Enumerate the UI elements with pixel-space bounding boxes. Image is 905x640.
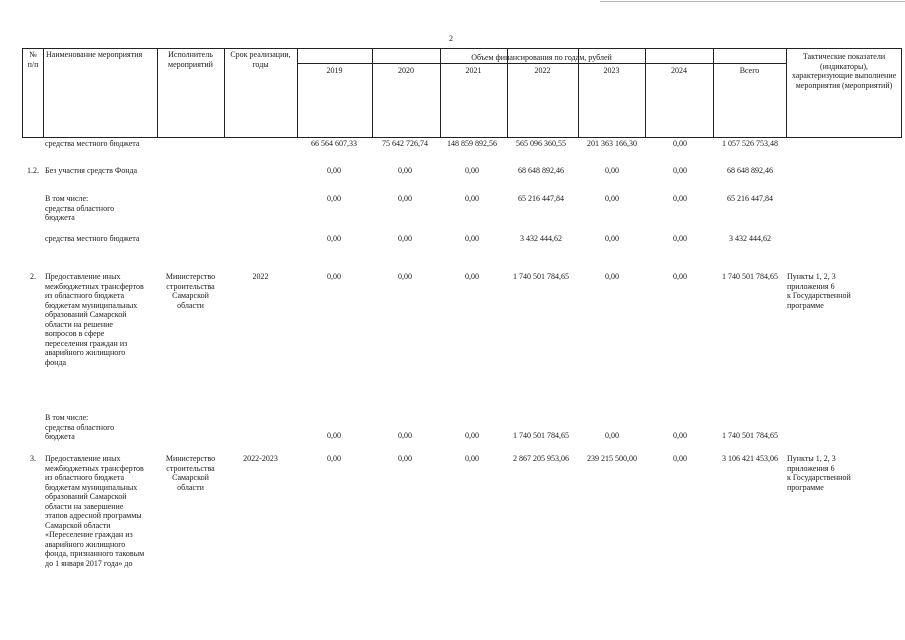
scan-edge-line [600, 1, 905, 2]
row-value-2021: 0,00 [465, 234, 479, 243]
row-value-2019: 0,00 [327, 166, 341, 175]
row-value-2020: 0,00 [398, 454, 412, 463]
row-value-2021: 0,00 [465, 272, 479, 281]
row-value-2020: 0,00 [398, 431, 412, 440]
row-executor: Министерство строительства Самарской области [165, 272, 216, 310]
row-value-2022: 65 216 447,84 [518, 194, 564, 203]
row-value-2021: 0,00 [465, 166, 479, 175]
header-col-divider [901, 48, 902, 138]
row-value-2023: 0,00 [605, 431, 619, 440]
row-name: Предоставление иных межбюджетных трансфертов из областного бюджета бюджетам муниципальных образований Самарской области на решение вопросов в сфере переселения граждан из аварийного жилищного фонда [45, 272, 144, 367]
header-top-border [22, 48, 901, 49]
header-year-2021: 2021 [465, 66, 482, 75]
row-name: средства местного бюджета [45, 234, 140, 243]
row-value-2019: 0,00 [327, 234, 341, 243]
row-value-Всего: 68 648 892,46 [727, 166, 773, 175]
row-value-2023: 239 215 500,00 [587, 454, 637, 463]
row-value-2020: 0,00 [398, 234, 412, 243]
row-value-2023: 0,00 [605, 272, 619, 281]
row-value-2024: 0,00 [673, 194, 687, 203]
header-year-2023: 2023 [603, 66, 620, 75]
row-value-2024: 0,00 [673, 166, 687, 175]
row-value-2019: 0,00 [327, 454, 341, 463]
row-value-2020: 0,00 [398, 166, 412, 175]
header-funding: Объем финансирования по годам, рублей [471, 53, 612, 62]
header-executor: Исполнитель мероприятий [168, 50, 213, 69]
row-value-Всего: 1 057 526 753,48 [722, 139, 778, 148]
row-value-2022: 2 867 205 953,06 [513, 454, 569, 463]
header-col-divider [157, 48, 158, 138]
row-value-2024: 0,00 [673, 454, 687, 463]
row-name: Без участия средств Фонда [45, 166, 138, 175]
row-value-2021: 0,00 [465, 454, 479, 463]
header-bottom-border [22, 137, 901, 138]
header-indicators: Тактические показатели (индикаторы), характеризующие выполнение мероприятия (мероприятий) [791, 52, 897, 90]
row-value-2021: 0,00 [465, 194, 479, 203]
header-year-2024: 2024 [671, 66, 687, 75]
row-name: Предоставление иных межбюджетных трансфертов из областного бюджета бюджетам муниципальных образований Самарской области на завершение этапов адресной программы Самарской области «Переселение граждан из аварийного жилищного фонда, признанного таковым до 1 января 2017 года» до [45, 454, 145, 568]
row-executor: Министерство строительства Самарской области [165, 454, 216, 492]
header-year-Всего: Всего [739, 66, 760, 75]
row-value-Всего: 3 106 421 453,06 [722, 454, 778, 463]
row-value-Всего: 65 216 447,84 [727, 194, 773, 203]
row-value-2020: 75 642 726,74 [382, 139, 428, 148]
header-year-2020: 2020 [398, 66, 414, 75]
row-value-2020: 0,00 [398, 272, 412, 281]
row-name: В том числе: средства областного бюджета [45, 413, 115, 441]
row-value-2021: 148 859 892,56 [447, 139, 497, 148]
row-value-Всего: 1 740 501 784,65 [722, 272, 778, 281]
row-value-2024: 0,00 [673, 234, 687, 243]
row-value-Всего: 1 740 501 784,65 [722, 431, 778, 440]
row-value-2022: 1 740 501 784,65 [513, 431, 569, 440]
header-col-divider [224, 48, 225, 138]
row-value-2022: 68 648 892,46 [518, 166, 564, 175]
row-period: 2022 [252, 272, 269, 281]
header-name: Наименование мероприятия [46, 50, 143, 59]
row-value-2024: 0,00 [673, 431, 687, 440]
row-value-2019: 0,00 [327, 272, 341, 281]
header-col-divider [43, 48, 44, 138]
header-col-divider [22, 48, 23, 138]
row-period: 2022-2023 [243, 454, 278, 463]
row-value-2020: 0,00 [398, 194, 412, 203]
row-value-2024: 0,00 [673, 139, 687, 148]
header-year-2019: 2019 [326, 66, 343, 75]
row-value-2023: 0,00 [605, 194, 619, 203]
row-value-2022: 565 096 360,55 [516, 139, 566, 148]
funding-subheader-line [297, 63, 786, 64]
row-value-2019: 66 564 607,33 [311, 139, 357, 148]
header-period: Срок реализации, годы [230, 50, 291, 69]
row-value-Всего: 3 432 444,62 [729, 234, 771, 243]
row-value-2022: 3 432 444,62 [520, 234, 562, 243]
row-num: 1.2. [27, 166, 39, 175]
row-indicators: Пункты 1, 2, 3 приложения 6 к Государственной программе [787, 272, 851, 310]
header-year-2022: 2022 [534, 66, 551, 75]
row-indicators: Пункты 1, 2, 3 приложения 6 к Государственной программе [787, 454, 851, 492]
row-name: В том числе: средства областного бюджета [45, 194, 115, 222]
row-value-2023: 0,00 [605, 166, 619, 175]
row-value-2019: 0,00 [327, 431, 341, 440]
row-value-2023: 201 363 166,30 [587, 139, 637, 148]
header-col-divider [786, 48, 787, 138]
header-num: № п/п [27, 50, 39, 69]
row-value-2023: 0,00 [605, 234, 619, 243]
row-value-2021: 0,00 [465, 431, 479, 440]
page-number: 2 [449, 34, 453, 43]
row-name: средства местного бюджета [45, 139, 140, 148]
row-value-2024: 0,00 [673, 272, 687, 281]
row-num: 3. [30, 454, 36, 463]
row-value-2019: 0,00 [327, 194, 341, 203]
row-num: 2. [30, 272, 36, 281]
row-value-2022: 1 740 501 784,65 [513, 272, 569, 281]
